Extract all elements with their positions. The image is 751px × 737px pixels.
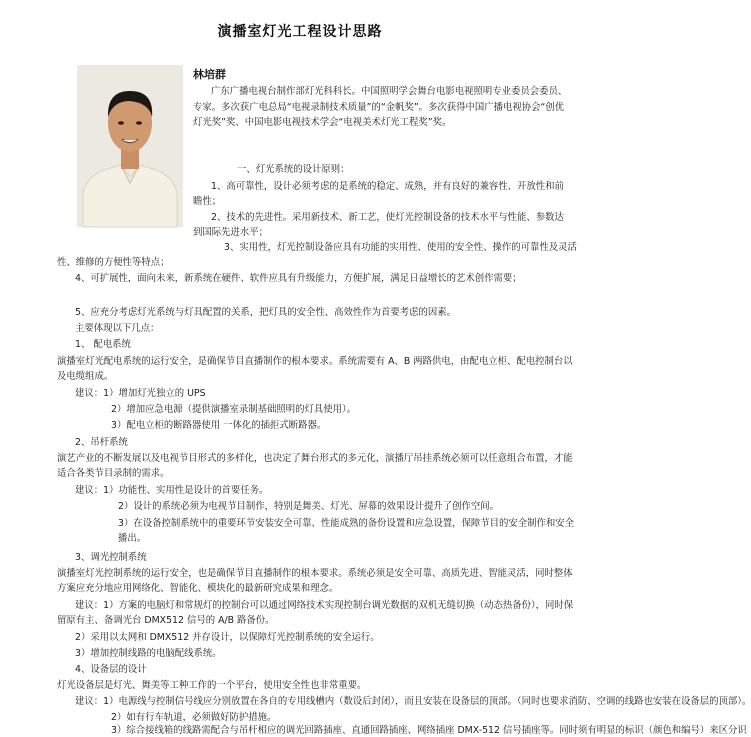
equipment-floor-suggestion-1: 建议：1）电源线与控制信号线应分别放置在各自的专用线槽内（数设后封闭），而且安装在设备层的顶部。（同时也要求消防、空调的线路也安装在设备层的顶部）。 (75, 696, 751, 707)
subsection-rig: 2、吊杆系统 (75, 437, 128, 448)
dimming-suggestion-2: 2）采用以太网和 DMX512 并存设计，以保障灯光控制系统的安全运行。 (75, 632, 380, 643)
rig-suggestion-2: 2）设计的系统必须为电视节目制作，特别是舞美、灯光、屏幕的效果设计提升了创作空间。 (118, 501, 499, 512)
dimming-suggestion-3: 3）增加控制线路的电脑配线系统。 (75, 648, 222, 659)
power-text: 演播室灯光配电系统的运行安全，是确保节目直播制作的根本要求。系统需要有 A、B 两路供电，由配电立柜、配电控制台以及电缆组成。 (57, 356, 573, 383)
power-suggestion-2: 2）增加应急电源（提供演播室录制基础照明的灯具使用）。 (111, 404, 357, 415)
principle-2: 2、技术的先进性。采用新技术、新工艺，使灯光控制设备的技术水平与性能、参数达到国际先进水平； (193, 212, 564, 239)
rig-suggestion-1: 建议：1）功能性、实用性是设计的首要任务。 (75, 485, 269, 496)
rig-text: 演艺产业的不断发展以及电视节目形式的多样化，也决定了舞台形式的多元化，演播厅吊挂系统必须可以任意组合布置，才能适合各类节目录制的需求。 (57, 453, 573, 480)
subsection-equipment-floor: 4、设备层的设计 (75, 664, 147, 675)
author-photo (77, 65, 183, 227)
portrait-photo-icon (77, 65, 183, 227)
equipment-floor-suggestion-2: 2）如有行车轨道，必须做好防护措施。 (111, 712, 277, 723)
power-suggestion-1: 建议：1）增加灯光独立的 UPS (75, 388, 206, 399)
rig-suggestion-3: 3）在设备控制系统中的重要环节安装安全可靠、性能成熟的备份设置和应急设置，保障节目的安全制作和安全播出。 (118, 518, 574, 545)
equipment-floor-suggestion-3: 3）综合接线箱的线路需配合与吊杆相应的调光回路插座、直通回路插座、网络插座 DMX-512 信号插座等。同时须有明显的标识（颜色和编号）来区分识 (111, 725, 747, 736)
subsection-dimming: 3、调光控制系统 (75, 552, 147, 563)
principle-1: 1、高可靠性，设计必须考虑的是系统的稳定、成熟，并有良好的兼容性、开放性和前瞻性； (193, 181, 564, 208)
power-suggestion-3: 3）配电立柜的断路器使用 一体化的插拒式断路器。 (111, 420, 327, 431)
principle-3: 3、实用性，灯光控制设备应具有功能的实用性、使用的安全性、操作的可靠性及灵活性、维修的方便性等特点； (57, 242, 577, 269)
subsection-power: 1、 配电系统 (75, 339, 131, 350)
author-name: 林培群 (193, 68, 226, 81)
dimming-text: 演播室灯光控制系统的运行安全，也是确保节目直播制作的根本要求。系统必须是安全可靠、高质先进、智能灵活，同时整体方案应充分地应用网络化、智能化、模块化的最新研究成果和理念。 (57, 568, 573, 595)
points-intro: 主要体现以下几点： (75, 323, 160, 334)
document-title: 演播室灯光工程设计思路 (217, 24, 383, 40)
equipment-floor-text: 灯光设备层是灯光、舞美等工种工作的一个平台，使用安全性也非常重要。 (57, 680, 367, 691)
author-bio: 广东广播电视台制作部灯光科科长。中国照明学会舞台电影电视照明专业委员会委员、专家。多次获广电总局“电视录制技术质量”的“金帆奖”。多次获得中国广播电视协会“创优灯光奖”奖、中国电影电视技术学会“电视美术灯光工程奖”奖。 (193, 86, 568, 129)
section-heading: 一、灯光系统的设计原则： (237, 164, 350, 175)
principle-5: 5、应充分考虑灯光系统与灯具配置的关系，把灯具的安全性、高效性作为首要考虑的因素。 (75, 307, 456, 318)
principle-4: 4、可扩展性，面向未来，新系统在硬件、软件应具有升级能力，方便扩展，满足日益增长的艺术创作需要； (75, 273, 522, 284)
dimming-suggestion-1: 建议：1）方案的电脑灯和常规灯的控制台可以通过网络技术实现控制台调光数据的双机无缝切换（动态热备份），同时保留原有主、备调光台 DMX512 信号的 A/B 路备份。 (57, 600, 574, 627)
